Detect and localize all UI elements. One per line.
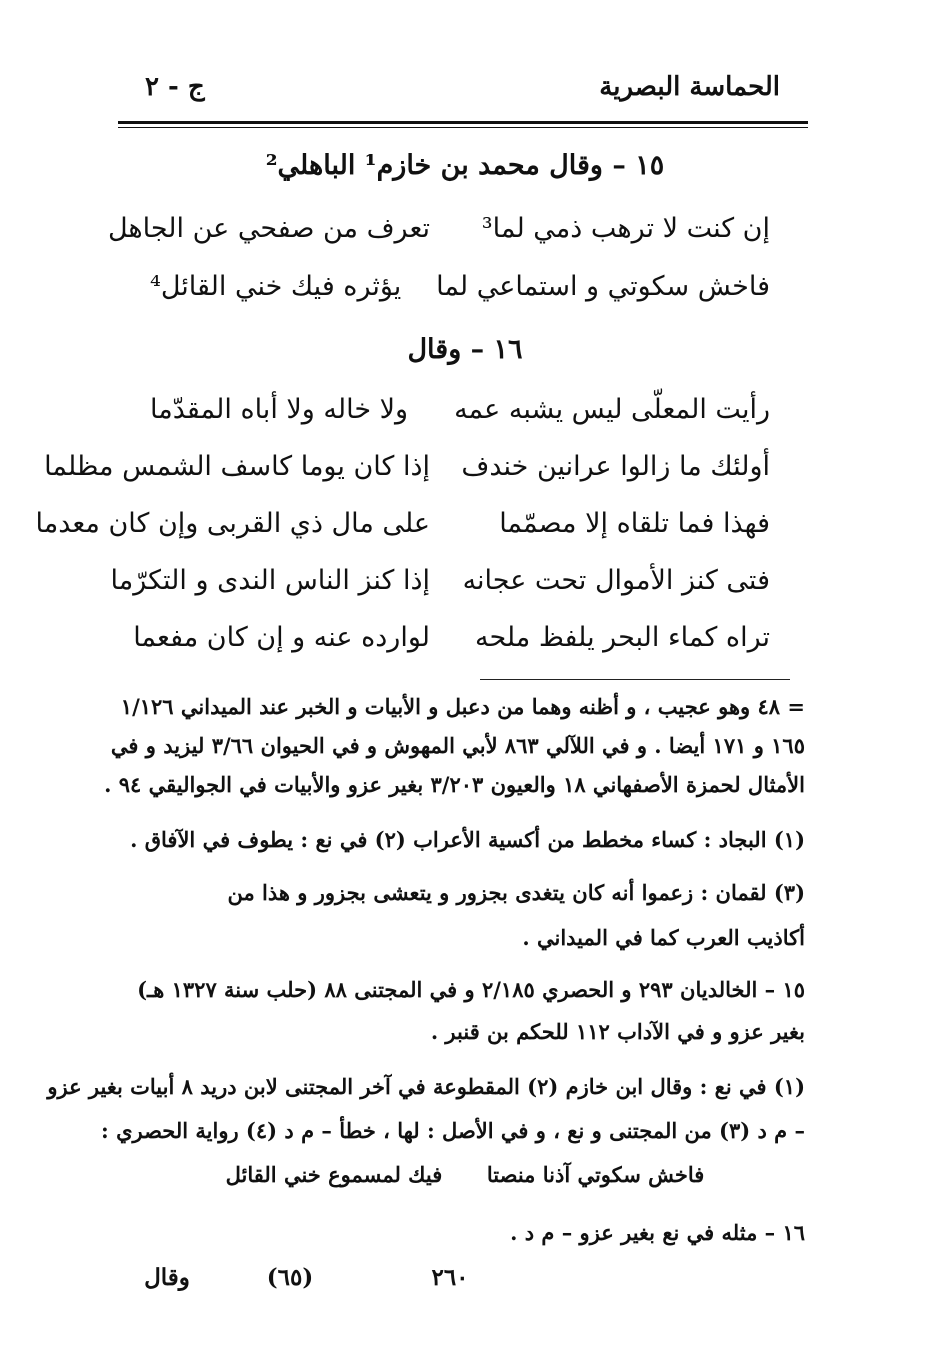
footnote-verse [150, 1162, 780, 1187]
verse-hemistich-second: ولا خاله ولا أباه المقدّما [150, 394, 409, 425]
footnote-line: (١) في نع : وقال ابن خازم (٢) المقطوعة في آخر المجتنى لابن دريد ٨ أبيات بغير عزو [47, 1074, 805, 1099]
verse-hemistich-second: لوارده عنه و إن كان مفعما [133, 622, 430, 653]
verse-hemistich-first: رأيت المعلّى ليس يشبه عمه [454, 394, 770, 425]
footnote-line: الأمثال لحمزة الأصفهاني ١٨ والعيون ٣/٢٠٣ بغير عزو والأبيات في الجواليقي ٩٤ . [104, 772, 805, 797]
verse-hemistich-second: يؤثره فيك خني القائل⁴ [150, 271, 402, 302]
verse-hemistich-first: فاخش سكوتي و استماعي لما [436, 271, 770, 302]
footnote-verse-second: فيك لمسموع خني القائل [225, 1162, 443, 1187]
footnote-line: (١) البجاد : كساء مخطط من أكسية الأعراب (٢) في نع : يطوف في الآفاق . [130, 827, 805, 852]
footnote-line: ١٥ – الخالديان ٢٩٣ و الحصري ٢/١٨٥ و في المجتنى ٨٨ (حلب سنة ١٣٢٧ هـ) [137, 977, 805, 1002]
volume-number: ج - ٢ [145, 72, 205, 102]
footnote-line: – م د (٣) من المجتنى و نع ، و في الأصل : لها ، خطأ – م د (٤) رواية الحصري : [101, 1118, 805, 1143]
poem-number: (٦٥) [266, 1264, 314, 1291]
verse-hemistich-first: فتى كنز الأموال تحت عجانه [462, 565, 770, 596]
running-title: الحماسة البصرية [599, 72, 780, 102]
footnote-line: أكاذيب العرب كما في الميداني . [522, 925, 805, 950]
footnote-line: بغير عزو و في الآداب ١١٢ للحكم بن قنبر . [430, 1019, 805, 1044]
verse-hemistich-second: على مال ذي القربى وإن كان معدما [35, 508, 430, 539]
verse-hemistich-first: إن كنت لا ترهب ذمي لما³ [481, 213, 770, 244]
footnote-line: = ٤٨ وهو عجيب ، و أظنه وهما من دعبل و الأبيات و الخبر عند الميداني ١/١٢٦ [120, 694, 805, 719]
verse-hemistich-first: فهذا فما تلقاه إلا مصمّما [499, 508, 770, 539]
header-rule-thick [118, 121, 808, 124]
page-number: ٢٦٠ [431, 1264, 469, 1291]
verse-hemistich-second: إذا كان يوما كاسف الشمس مظلما [44, 451, 430, 482]
footnote-line: ١٦ – مثله في نع بغير عزو – م د . [510, 1220, 805, 1245]
verse-hemistich-first: أولئك ما زالوا عرانين خندف [461, 451, 770, 482]
verse-hemistich-second: إذا كنز الناس الندى و التكرّما [110, 565, 430, 596]
footnote-verse-first: فاخش سكوتي آذنا منصتا [486, 1162, 705, 1187]
header-rule-thin [118, 127, 808, 128]
footnote-line: ١٦٥ و ١٧١ أيضا . و في اللآلي ٨٦٣ لأبي المهوش و في الحيوان ٣/٦٦ ليزيد و في [110, 733, 805, 758]
catchword: وقال [144, 1264, 190, 1291]
verse-hemistich-first: تراه كماء البحر يلفظ ملحه [474, 622, 770, 653]
poem-16-heading: ١٦ – وقال [407, 334, 523, 365]
footnote-line: (٣) لقمان : زعموا أنه كان يتغدى بجزور و يتعشى بجزور و هذا من [227, 880, 805, 905]
poem-15-heading: ١٥ – وقال محمد بن خازم¹ الباهلي² [265, 150, 665, 181]
footnote-separator [480, 679, 790, 680]
verse-hemistich-second: تعرف من صفحي عن الجاهل [107, 213, 430, 244]
